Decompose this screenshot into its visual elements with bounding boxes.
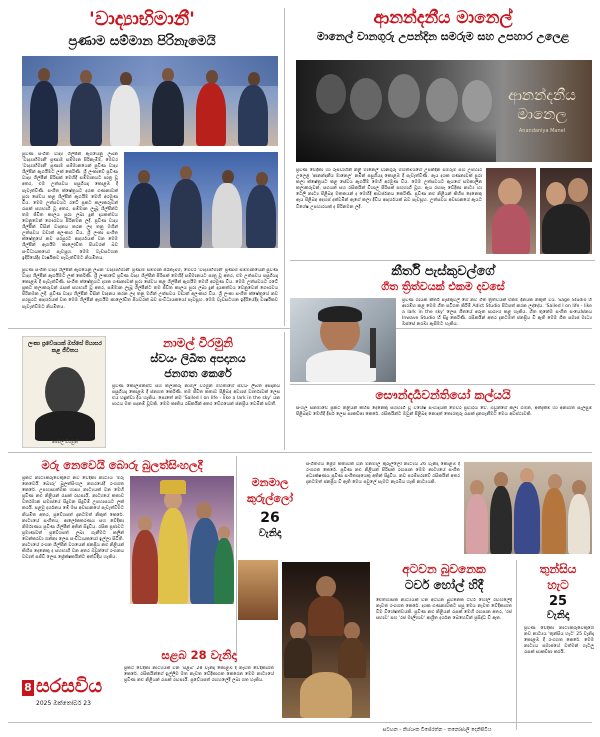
article-body-kurullo: සංගීතමය ප්‍රේම කතාවක් වන මනමාල කුරුල්ලෝ නාට්‍යය 26 වැනිදා කොළඹ දී රංගගත කෙරේ. ප්‍රවීණ නළු නිළියන් පිරිසක් රඟපාන මෙම නාට්‍යයේ සංගීත අධ්‍යක්ෂණය ප්‍රවීණ සංගීතඥයෙකු අතින් සිදුවිය. නව පරම්පරාවේ රසිකයින් අතර දැනටමත් ජනප්‍රිය වී ඇති මෙය පවුලේ සැමට නැරඹිය හැකි නාට්‍යයකි. xyxy=(306,462,460,486)
book-cover xyxy=(22,336,106,448)
vertical-divider-mid xyxy=(284,332,285,450)
book-cover-author: නාමල් වීරමුනි xyxy=(51,440,79,445)
award-photo-bottom xyxy=(124,152,278,248)
date-number: 25 xyxy=(548,594,568,609)
article-subtitle: ස්වයං ලිඛිත අපදානය xyxy=(150,352,246,365)
page-number: 8 xyxy=(24,681,32,694)
publication-name: සරසවිය xyxy=(36,675,103,697)
article-title-line-1: අටවන බුවනෙක xyxy=(402,562,486,576)
drama-cast-photo xyxy=(130,476,234,604)
article-subtitle: ප්‍රණාම සම්මාන පිරිනැමෙයි xyxy=(68,34,216,49)
buvaneka-cast-photo xyxy=(282,562,370,718)
article-title-line-2: කුරුල්ලෝ xyxy=(246,492,294,505)
article-subtitle-2: ජනගත කෙරේ xyxy=(164,367,232,380)
article-body-drama: ප්‍රකට නාට්‍යකරුවෙකුගේ නව වේදිකා නාට්‍යය 'මරු නෙවෙයි බොරු' බුලත්සිංහල නගරයේදී රංගගත කෙරේ. උපහාසාත්මක හාස්‍ය නාට්‍යයක් වන මෙහි ප්‍රවීණ නළු නිළියන් රැසක් රඟපායි. නාට්‍යයේ කතාව වර්තමාන සමාජයේ සිදුවන සිදුවීම් උපහාසයට ලක් කරයි. පළමු දර්ශනය මේ මස අවසානයේ පැවැත්වීමට නියමිත අතර, ප්‍රවේශපත් දැනටමත් නිකුත් කෙරේ. නාට්‍යයේ සංගීතය, ආලෝකකරණය සහ වේදිකා නිර්මාණය ප්‍රවීණ ශිල්පීන් අතින් සිදුවිය. රසික ප්‍රජාවට ප්‍රමාණවත් ප්‍රවේශපත් ලබා ගැනීමට කලින් වෙන්කරවා ගන්නා ලෙස සංවිධායකයෝ ඉල්ලා සිටිති. නාට්‍යයේ රංගන ශිල්පීන් වශයෙන් ජනප්‍රිය නළු නිළියන් කිහිප දෙනෙකු ද සහභාගී වන අතර ඔවුන්ගේ රංගනය වඩාත් සජීවී ලෙස ප්‍රේක්ෂකයින්ට අත්විඳිය හැකිය. xyxy=(22,476,124,561)
article-body-keerthi: ප්‍රවීණ ගායක කීර්ති පැස්කුවල් ගේ නව ගීත ත්‍රිත්වයක් එකම දිනයක නිකුත් විය. Sage Studio හි ආරම්භ කළ මෙම ගීත පටිගත කිරීම් Adict Studio පිටපත් කරන ලද්දේය. 'Sailed I on life - like a lark in the sky' ලෙස ගීතයේ අරුත සාරාංශ කළ හැකිය. ගීත තුනේම සංගීත සංයෝජනය Inwave Studio හි සිදු කෙරිණි. රසිකයින් අතර දැනටමත් ජනප්‍රිය වී ඇති මෙම ගීත සමාජ මාධ්‍ය ඔස්සේ නරඹා ඇසීමට හැකිය. xyxy=(402,298,592,328)
footer-credits: සටහන - නිශ්ශංක විජේරත්න - තනෝජාලි දෙනිපිටිය xyxy=(382,727,492,733)
article-title: මරු නෙවෙයි බොරු බුලත්සිංහලදී xyxy=(41,458,203,472)
page-number-badge xyxy=(22,680,34,696)
article-body-tower: ඓතිහාසික නාට්‍යයක් වන අටවන බුවනෙක ටවර් හෝල් රඟහලේදී නැවත රංගගත කෙරේ. දශක ගණනාවකට පසු මෙය නැවත වේදිකාගත වීම විශේෂත්වයකි. ප්‍රවීණ නළු නිළියන් රැසක් මෙහි රඟපාන අතර, 'රජ සභාව' සහ 'රජ මාලිගාව' ආශ්‍රිත දර්ශන බෙහෙවින් ප්‍රසිද්ධ වී ඇත. xyxy=(376,598,512,622)
horizontal-divider-1 xyxy=(290,260,595,261)
article-title: කීර්ති පැස්කුවල්ගේ xyxy=(391,264,495,279)
article-body-soundarya: සිංහල සිනමාවේ ප්‍රකට නිළියන් කිහිප දෙනෙකු සහභාගී වූ විශේෂ සංවාදයක් මෙවර ප්‍රචාරය වේ. ඔවුන්ගේ කලා ගමන, අත්දැකීම් හා අනාගත සැලසුම් පිළිබඳව මෙහිදී දීර්ඝ ලෙස සාකච්ඡා කෙරේ. රසිකයින්ට ඔවුන් පිළිබඳ නොදත් තොරතුරු රැසක් දැනගැනීමට මෙය අවස්ථාවකි. xyxy=(296,406,592,418)
salabha-cast-photo xyxy=(238,560,278,620)
article-title-line-2: ටවර් හෝල් හිදී xyxy=(404,578,484,592)
article-body-left: පුවීණ සංගීත වාද්‍ය ශිල්පීන් ඇගයෙනු ලබන 'වාද්‍යාභිමානී' ප්‍රණාම සම්මාන පිරිනැමීම, මෙවර 'වාද්‍යාභිමානී' ප්‍රණාම සම්මානයෙන් පුවීණ වාද්‍ය ශිල්පීන් ඇගයීමට ලක් කෙරිණි. ශ්‍රී ලංකාවේ ප්‍රවීණ වාද්‍ය ශිල්පීන් පිරිසක් මෙහිදී සම්මානයට පාත්‍ර වූ අතර, එම උත්සවය පසුගියදා කොළඹ දී පැවැත්විණි. සංගීත ක්ෂේත්‍රයට දශක ගණනාවක් පුරා සේවය කළ ශිල්පීන් ඇගයීම මෙහි අරමුණ විය. මෙම උත්සවයට රටේ ප්‍රකට කලාකරුවන් රැසක් සහභාගී වූ අතර, සම්මාන ලැබූ ශිල්පීන්ට තම ජීවිත කාලය පුරා ලබා දුන් දායකත්වය වෙනුවෙන් ගෞරවය පිරිනමන ලදී. ප්‍රවීණ වාද්‍ය ශිල්පීන් විසින් වාදනය කරන ලද තනු මගින් උත්සවය වඩාත් අලංකාර විය. ශ්‍රී ලංකා සංගීත ක්ෂේත්‍රයේ නව පරපුරට ආදර්ශයක් වන මෙම ශිල්පීන් ඇගයීම කාලෝචිත පියවරක් බව සංවිධායකයෝ පැවසූහ. මෙම වැඩසටහන ඉදිරියේදීද වාර්ෂිකව පැවැත්වීමට නියමිතය. xyxy=(22,152,118,261)
horizontal-divider-4 xyxy=(8,452,592,453)
article-body-right: ප්‍රවීණ වේදිකා හා රූපවාහිනී නිළි මානෙල් වානගුරු මහත්මියගේ උපන්දින සමරුම සහ උපහාර උලෙළ 'ආනන්දනීය මානෙල' නමින් පසුගියදා කොළඹ දී පැවැත්විණි. ඇය දශක ගණනාවක් පුරා කලා ක්ෂේත්‍රයට කළ සේවය ඇගයීම මෙහි අරමුණ විය. මෙම උත්සවයට ඇයගේ සමකාලීන කලාකරුවන්, සගයන් සහ රසිකයින් විශාල පිරිසක් සහභාගී වූහ. ඇය රඟපෑ වේදිකා නාට්‍ය හා ටෙලි නාට්‍ය පිළිබඳ මතකයන් ද මෙහිදී ආවර්ජනය කෙරිණි. ප්‍රවීණ නළු නිළියන් කිහිප දෙනෙකු ඇය පිළිබඳ අදහස් දක්වමින් ඇගේ කලා දිවිය ආදර්ශයක් බව පැවසූහ. උත්සවය අවසානයේ ඇයට විශේෂ උපහාරයක් ද පිරිනමන ලදී. xyxy=(296,168,482,210)
poster-subtitle: Anandaniya Manel xyxy=(518,128,566,134)
poster-title: ආනන්දනීය මානෙල xyxy=(508,86,576,123)
manel-photo-2 xyxy=(540,168,592,254)
article-title-line-1: මනමාල xyxy=(251,476,289,489)
article-title-line-1: තුන්සිය xyxy=(539,562,577,576)
book-cover-title: ලංකා ප්‍රවේශයක් ඔස්සේ පියාසර කළ ජීවිතය xyxy=(28,341,102,354)
publication-date: 2025 ඔක්තෝබර් 23 xyxy=(36,700,91,707)
award-photo-top xyxy=(22,56,278,146)
article-subtitle: මානෙල් වානගුරු උපන්දින සමරුම සහ උපහාර උලෙළ xyxy=(316,30,570,43)
article-title: ආනන්දනීය මානෙල් xyxy=(373,8,513,28)
manel-photo-1 xyxy=(486,168,536,254)
article-title: සෞන්දර්‍යවන්තියෝ කල්යයි xyxy=(375,388,511,402)
article-body-thunsiya: ප්‍රවීණ වේදිකා නාට්‍යකරුවෙකුගේ නව නාට්‍යය 'තුන්සිය හැට' 25 වැනිදා කොළඹ දී රංගගත කෙරේ. මෙම නාට්‍යය සමාජයේ වත්මන් ගැටලු රැසක් සාකච්ඡා කරයි. xyxy=(524,626,594,656)
date-suffix: වැනිදා xyxy=(258,528,282,539)
vertical-divider-top xyxy=(284,8,285,326)
article-title: 'වාද්‍යාභිමානී' xyxy=(89,8,195,30)
article-title-line-2: හැට xyxy=(547,578,569,592)
article-title: සළබ 28 වැනිදා xyxy=(161,648,237,662)
article-body-book: ප්‍රවීණ කොලම්නිස්ට් සහ කලාකරු නාමල් වීරමුනි මහතාගේ ස්වයං ලිඛිත අපදානය පසුගියදා කොළඹ දී ජනගත කෙරිණි. තම ජීවිත කතාව පිළිබඳ අව්‍යාජ වාර්තාවක් ලෙස එය හඳුන්වා දිය හැකිය. පොතේ නම 'Sailed I on life - like a lark in the sky' යන පාඨය මත පදනම් වූවකි. මෙම කෘතිය රසිකයින් අතර වේගයෙන් ජනප්‍රිය වෙමින් පවතී. xyxy=(112,384,280,408)
date-number: 26 xyxy=(260,510,280,526)
horizontal-divider-3 xyxy=(290,384,595,385)
vertical-divider-bottom-1 xyxy=(236,456,237,656)
article-subtitle: ගීත ත්‍රිත්වයක් එකම දවසේ xyxy=(381,280,505,293)
article-body-salabha: ප්‍රකට වේදිකා නාට්‍යයක් වන 'සළබ' 28 වැනිදා කොළඹ දී නැවත වේදිකාගත කෙරේ. රසිකයින්ගේ ඉල්ලීම මත නැවත වේදිකාගත කෙරෙන මෙම නාට්‍යයේ ප්‍රවීණ නළු නිළියන් රැසක් රඟපායි. ප්‍රවේශපත් රඟහලේදී ලබා ගත හැකිය. xyxy=(124,666,274,684)
anandaniya-manel-poster xyxy=(296,60,592,162)
singer-studio-photo xyxy=(290,298,396,382)
footer-rule xyxy=(8,722,592,723)
article-body-left-continued: පුවීණ සංගීත වාද්‍ය ශිල්පීන් ඇගයෙනු ලබන 'වාද්‍යාභිමානී' ප්‍රණාම සම්මාන පිරිනැමීම, මෙවර 'වාද්‍යාභිමානී' ප්‍රණාම සම්මානයෙන් පුවීණ වාද්‍ය ශිල්පීන් ඇගයීමට ලක් කෙරිණි. ශ්‍රී ලංකාවේ ප්‍රවීණ වාද්‍ය ශිල්පීන් පිරිසක් මෙහිදී සම්මානයට පාත්‍ර වූ අතර, එම උත්සවය පසුගියදා කොළඹ දී පැවැත්විණි. සංගීත ක්ෂේත්‍රයට දශක ගණනාවක් පුරා සේවය කළ ශිල්පීන් ඇගයීම මෙහි අරමුණ විය. මෙම උත්සවයට රටේ ප්‍රකට කලාකරුවන් රැසක් සහභාගී වූ අතර, සම්මාන ලැබූ ශිල්පීන්ට තම ජීවිත කාලය පුරා ලබා දුන් දායකත්වය වෙනුවෙන් ගෞරවය පිරිනමන ලදී. ප්‍රවීණ වාද්‍ය ශිල්පීන් විසින් වාදනය කරන ලද තනු මගින් උත්සවය වඩාත් අලංකාර විය. ශ්‍රී ලංකා සංගීත ක්ෂේත්‍රයේ නව පරපුරට ආදර්ශයක් වන මෙම ශිල්පීන් ඇගයීම කාලෝචිත පියවරක් බව සංවිධායකයෝ පැවසූහ. මෙම වැඩසටහන ඉදිරියේදීද වාර්ෂිකව පැවැත්වීමට නියමිතය. xyxy=(22,268,278,310)
vertical-divider-bottom-2 xyxy=(516,560,517,730)
kurullo-cast-photo xyxy=(464,462,592,554)
article-title: නාමල් වීරමුනි xyxy=(163,336,233,350)
date-suffix: වැනිදා xyxy=(546,610,570,621)
